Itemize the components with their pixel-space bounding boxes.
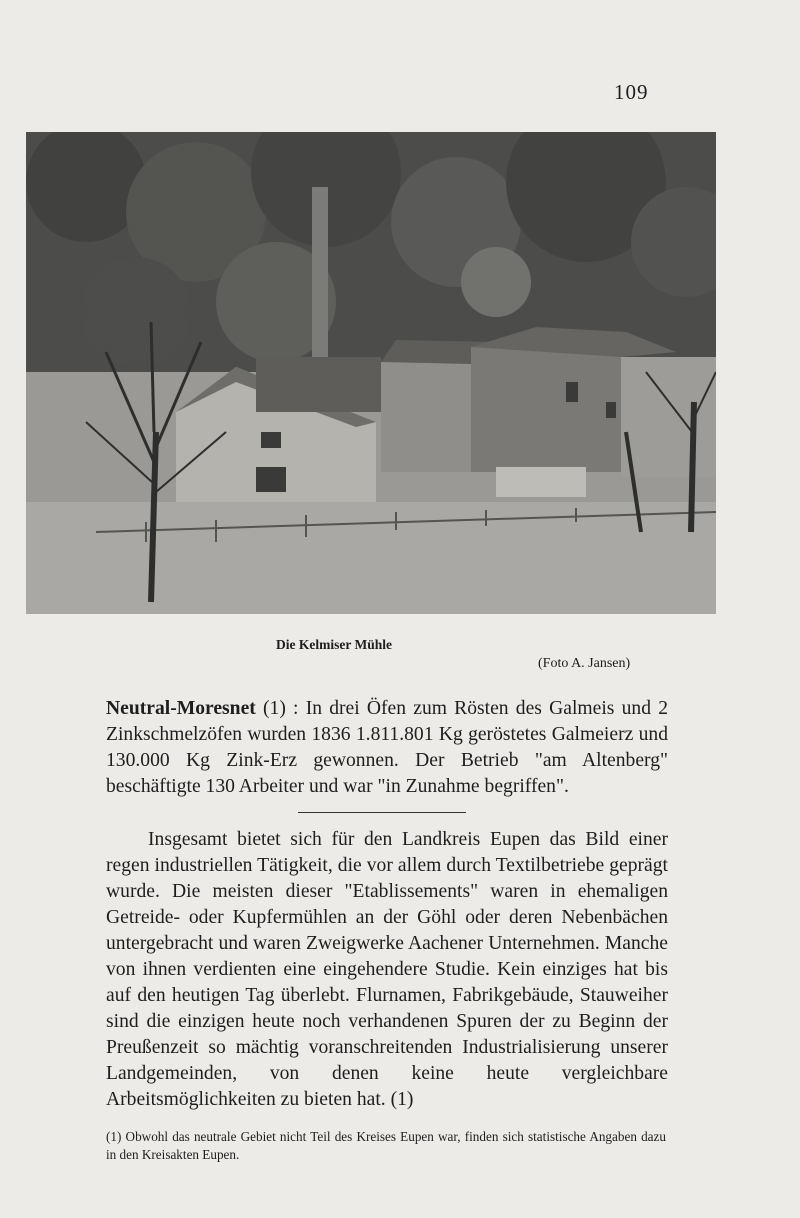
meadow <box>26 502 716 614</box>
lead-text: (1) : In drei Öfen zum Rösten des Galmeis und 2 Zinkschmelzöfen wurden 1836 1.811.801 Kg geröstetes Galmeierz und 130.000 Kg Zink-Erz gewonnen. Der Betrieb "am Altenberg" beschäftigte 130 Arbeiter und war "in Zunahme begriffen". <box>106 698 668 797</box>
mill-building-center <box>381 362 471 472</box>
mill-building-right <box>621 357 716 477</box>
shed <box>496 467 586 497</box>
mill-building-main <box>471 347 621 472</box>
section-divider <box>298 812 466 813</box>
photo-caption-title: Die Kelmiser Mühle <box>276 637 392 652</box>
dark-roof <box>256 357 381 412</box>
footnote: (1) Obwohl das neutrale Gebiet nicht Teil des Kreises Eupen war, finden sich statistische Angaben dazu in den Kreisakten Eupen. <box>106 1129 666 1162</box>
photo-credit: (Foto A. Jansen) <box>538 656 631 671</box>
kelmis-mill-photo <box>26 132 716 614</box>
page-number: 109 <box>614 80 649 104</box>
lead-term: Neutral-Moresnet <box>106 698 256 719</box>
main-paragraph: Insgesamt bietet sich für den Landkreis Eupen das Bild einer regen industriellen Tätigkeit, die vor allem durch Textilbetriebe geprägt wurde. Die meisten dieser "Etablissements" waren in ehemaligen Getreide- oder Kupfermühlen an der Göhl oder deren Nebenbächen untergebracht und waren Zweigwerke Aachener Unternehmen. Manche von ihnen verdienten eine eingehendere Studie. Kein einziges hat bis auf den heutigen Tag überlebt. Flurnamen, Fabrikgebäude, Stauweiher sind die einzigen heute noch verhandenen Spuren der zu Beginn der Preußenzeit so mächtig voranschreitenden Industrialisierung unserer Landgemeinden, von denen keine heute vergleichbare Arbeitsmöglichkeiten zu bieten hat. (1) <box>106 829 668 1110</box>
mill-photo-illustration <box>26 132 716 614</box>
lead-paragraph <box>106 696 668 800</box>
